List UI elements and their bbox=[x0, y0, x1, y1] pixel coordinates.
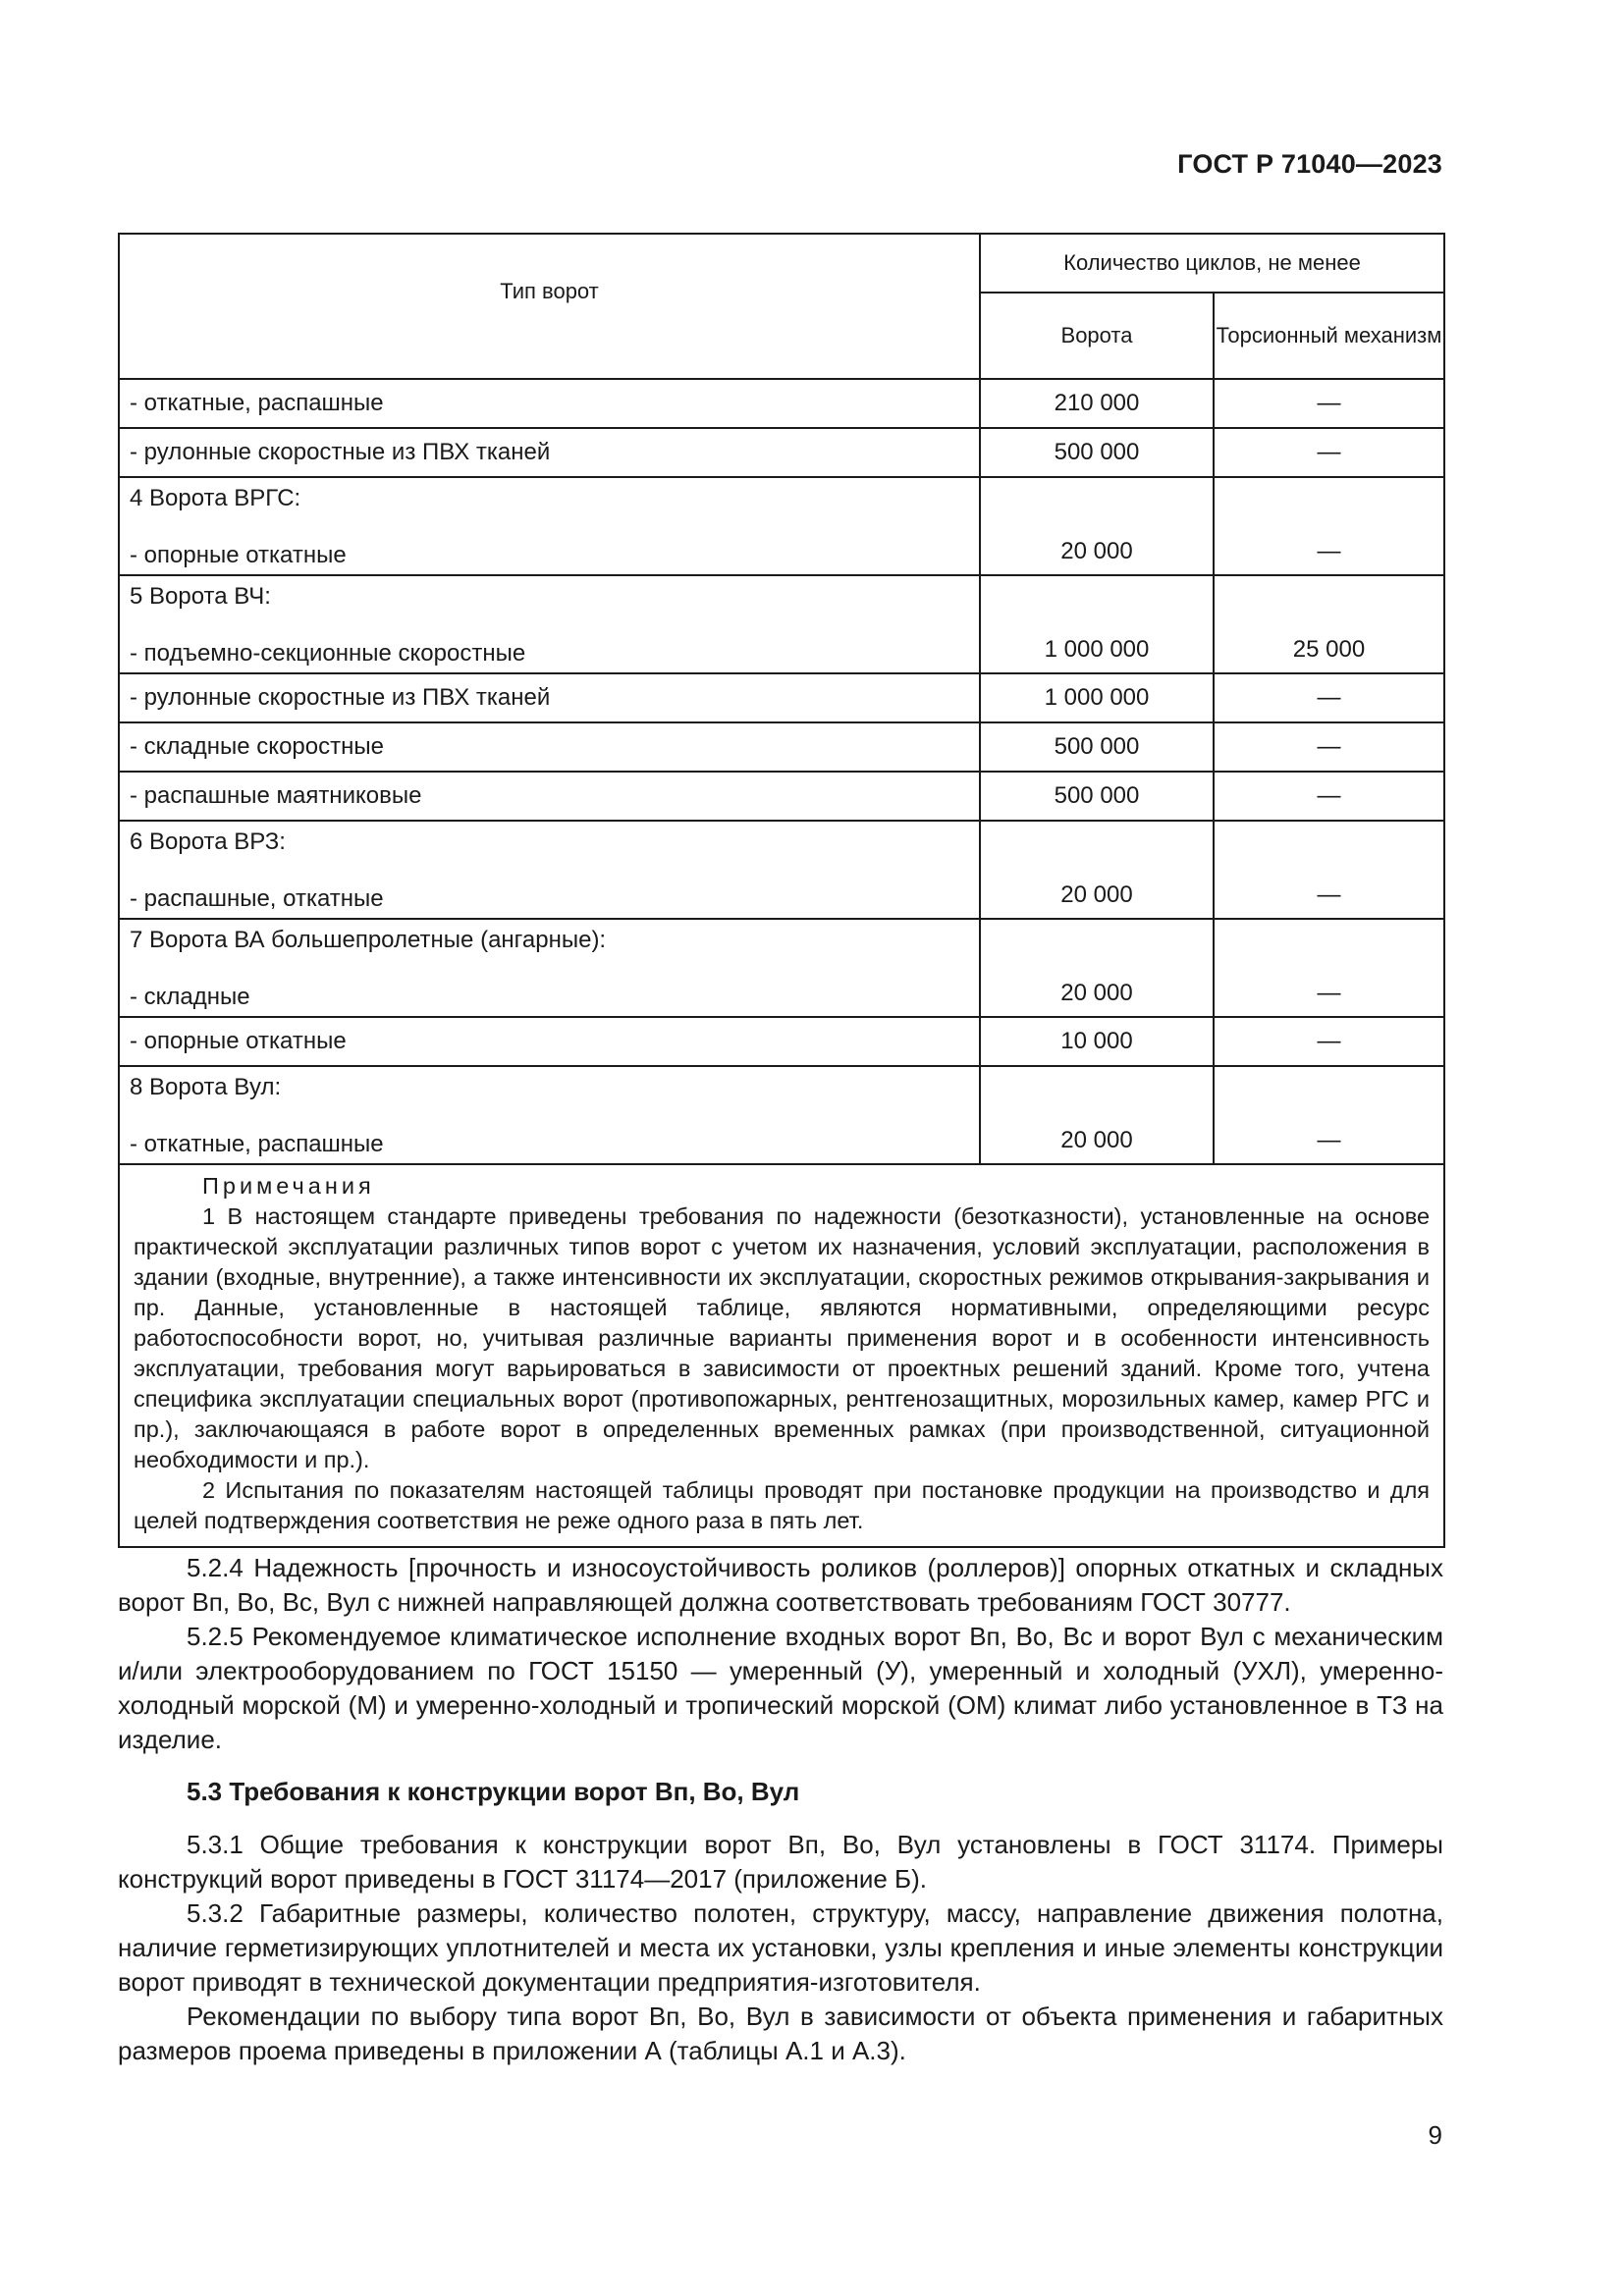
row-label: - опорные откатные bbox=[130, 542, 347, 568]
row-label: - откатные, распашные bbox=[119, 379, 980, 428]
row-torsion-cycles: — bbox=[1317, 538, 1341, 564]
paragraph-recommendations: Рекомендации по выбору типа ворот Вп, Во, Вул в зависимости от объекта применения и габаритных размеров проема приведены в приложении А (таблицы А.1 и А.3). bbox=[118, 2002, 1443, 2065]
row-torsion-cycles: — bbox=[1214, 428, 1444, 477]
row-torsion-cell bbox=[1214, 1066, 1444, 1164]
row-gate-cycles: 500 000 bbox=[980, 428, 1214, 477]
row-torsion-cycles: — bbox=[1214, 673, 1444, 722]
reliability-table bbox=[118, 233, 1445, 1548]
row-torsion-cycles: — bbox=[1214, 379, 1444, 428]
row-torsion-cycles: 25 000 bbox=[1292, 636, 1366, 663]
row-group-cell bbox=[119, 821, 980, 919]
row-group-cell bbox=[119, 919, 980, 1017]
table-row bbox=[119, 1017, 1444, 1066]
header-count: Количество циклов, не менее bbox=[980, 234, 1444, 293]
row-group-title: 7 Ворота ВА большепролетные (ангарные): bbox=[130, 927, 607, 953]
row-label: - опорные откатные bbox=[119, 1017, 980, 1066]
note-2: 2 Испытания по показателям настоящей таблицы проводят при постановке продукции на производство и для целей подтверждения соответствия не реже одного раза в пять лет. bbox=[134, 1477, 1431, 1533]
row-gate-cell bbox=[980, 919, 1214, 1017]
row-label: - рулонные скоростные из ПВХ тканей bbox=[119, 428, 980, 477]
paragraph-5-3-1: 5.3.1 Общие требования к конструкции ворот Вп, Во, Вул установлены в ГОСТ 31174. Примеры конструкций ворот приведены в ГОСТ 31174—2017 (приложение Б). bbox=[118, 1830, 1443, 1894]
row-gate-cycles: 20 000 bbox=[1060, 1127, 1133, 1153]
row-torsion-cycles: — bbox=[1317, 980, 1341, 1006]
row-gate-cycles: 1 000 000 bbox=[980, 673, 1214, 722]
table-row bbox=[119, 428, 1444, 477]
document-code: ГОСТ Р 71040—2023 bbox=[1177, 149, 1442, 179]
row-group-title: 6 Ворота ВРЗ: bbox=[130, 828, 286, 855]
row-label: - складные скоростные bbox=[119, 722, 980, 772]
paragraph-5-2-4: 5.2.4 Надежность [прочность и износоустойчивость роликов (роллеров)] опорных откатных и складных ворот Вп, Во, Вс, Вул с нижней направляющей должна соответствовать требованиям ГОСТ 30777. bbox=[118, 1553, 1443, 1617]
table-row bbox=[119, 1066, 1444, 1164]
row-label: - распашные маятниковые bbox=[119, 772, 980, 821]
row-gate-cycles: 10 000 bbox=[980, 1017, 1214, 1066]
table-row bbox=[119, 772, 1444, 821]
body-section-5-2 bbox=[118, 1551, 1443, 1757]
header-torsion: Торсионный механизм bbox=[1214, 293, 1444, 379]
paragraph-5-2-5: 5.2.5 Рекомендуемое климатическое исполнение входных ворот Вп, Во, Вс и ворот Вул с механическим и/или электрооборудованием по ГОСТ 15150 — умеренный (У), умеренный и холодный (УХЛ), умеренно-холодный морской (М) и умеренно-холодный и тропический морской (ОМ) климат либо установленное в ТЗ на изделие. bbox=[118, 1622, 1443, 1754]
row-torsion-cycles: — bbox=[1214, 1017, 1444, 1066]
reliability-table-container bbox=[118, 233, 1443, 1548]
row-torsion-cycles: — bbox=[1214, 772, 1444, 821]
table-row bbox=[119, 477, 1444, 575]
row-group-cell bbox=[119, 1066, 980, 1164]
row-gate-cycles: 500 000 bbox=[980, 772, 1214, 821]
table-row bbox=[119, 379, 1444, 428]
row-torsion-cycles: — bbox=[1214, 722, 1444, 772]
row-torsion-cell bbox=[1214, 919, 1444, 1017]
row-gate-cycles: 500 000 bbox=[980, 722, 1214, 772]
row-gate-cycles: 20 000 bbox=[1060, 881, 1133, 908]
header-type: Тип ворот bbox=[119, 234, 980, 379]
row-gate-cell bbox=[980, 477, 1214, 575]
row-gate-cell bbox=[980, 1066, 1214, 1164]
row-label: - подъемно-секционные скоростные bbox=[130, 640, 526, 667]
row-group-title: 4 Ворота ВРГС: bbox=[130, 485, 301, 511]
table-row bbox=[119, 919, 1444, 1017]
header-gate: Ворота bbox=[980, 293, 1214, 379]
row-group-title: 8 Ворота Вул: bbox=[130, 1074, 282, 1100]
row-torsion-cycles: — bbox=[1317, 881, 1341, 908]
row-gate-cycles: 20 000 bbox=[1060, 538, 1133, 564]
section-heading-text: 5.3 Требования к конструкции ворот Вп, Во, Вул bbox=[187, 1777, 800, 1806]
table-notes bbox=[119, 1164, 1444, 1547]
row-label: - рулонные скоростные из ПВХ тканей bbox=[119, 673, 980, 722]
row-group-cell bbox=[119, 477, 980, 575]
notes-title: Примечания bbox=[202, 1173, 375, 1199]
table-row bbox=[119, 575, 1444, 673]
row-torsion-cell bbox=[1214, 821, 1444, 919]
row-torsion-cycles: — bbox=[1317, 1127, 1341, 1153]
table-row bbox=[119, 722, 1444, 772]
table-row bbox=[119, 673, 1444, 722]
section-heading-5-3 bbox=[118, 1775, 1443, 1809]
row-gate-cycles: 1 000 000 bbox=[1044, 636, 1150, 663]
row-label: - откатные, распашные bbox=[130, 1131, 384, 1157]
row-torsion-cell bbox=[1214, 575, 1444, 673]
note-1: 1 В настоящем стандарте приведены требования по надежности (безотказности), установленные на основе практической эксплуатации различных типов ворот с учетом их назначения, условий эксплуатации, расположения в здании (входные, внутренние), а также интенсивности их эксплуатации, скоростных режимов открывания-закрывания и пр. Данные, установленные в настоящей таблице, являются нормативными, определяющими ресурс работоспособности ворот, но, учитывая различные варианты применения ворот и в особенности интенсивность эксплуатации, требования могут варьироваться в зависимости от проектных решений зданий. Кроме того, учтена специфика эксплуатации специальных ворот (противопожарных, рентгенозащитных, морозильных камер, камер РГС и пр.), заключающаяся в работе ворот в определенных временных рамках (при производственной, ситуационной необходимости и пр.). bbox=[134, 1203, 1431, 1472]
body-section-5-3 bbox=[118, 1828, 1443, 2068]
row-torsion-cell bbox=[1214, 477, 1444, 575]
paragraph-5-3-2: 5.3.2 Габаритные размеры, количество полотен, структуру, массу, направление движения полотна, наличие герметизирующих уплотнителей и места их установки, узлы крепления и иные элементы конструкции ворот приводят в технической документации предприятия-изготовителя. bbox=[118, 1898, 1443, 1997]
table-row bbox=[119, 821, 1444, 919]
row-group-title: 5 Ворота ВЧ: bbox=[130, 583, 271, 610]
row-label: - распашные, откатные bbox=[130, 885, 384, 912]
row-group-cell bbox=[119, 575, 980, 673]
row-gate-cell bbox=[980, 821, 1214, 919]
page-number: 9 bbox=[1428, 2120, 1442, 2150]
row-gate-cell bbox=[980, 575, 1214, 673]
row-gate-cycles: 20 000 bbox=[1060, 980, 1133, 1006]
row-gate-cycles: 210 000 bbox=[980, 379, 1214, 428]
row-label: - складные bbox=[130, 984, 250, 1010]
